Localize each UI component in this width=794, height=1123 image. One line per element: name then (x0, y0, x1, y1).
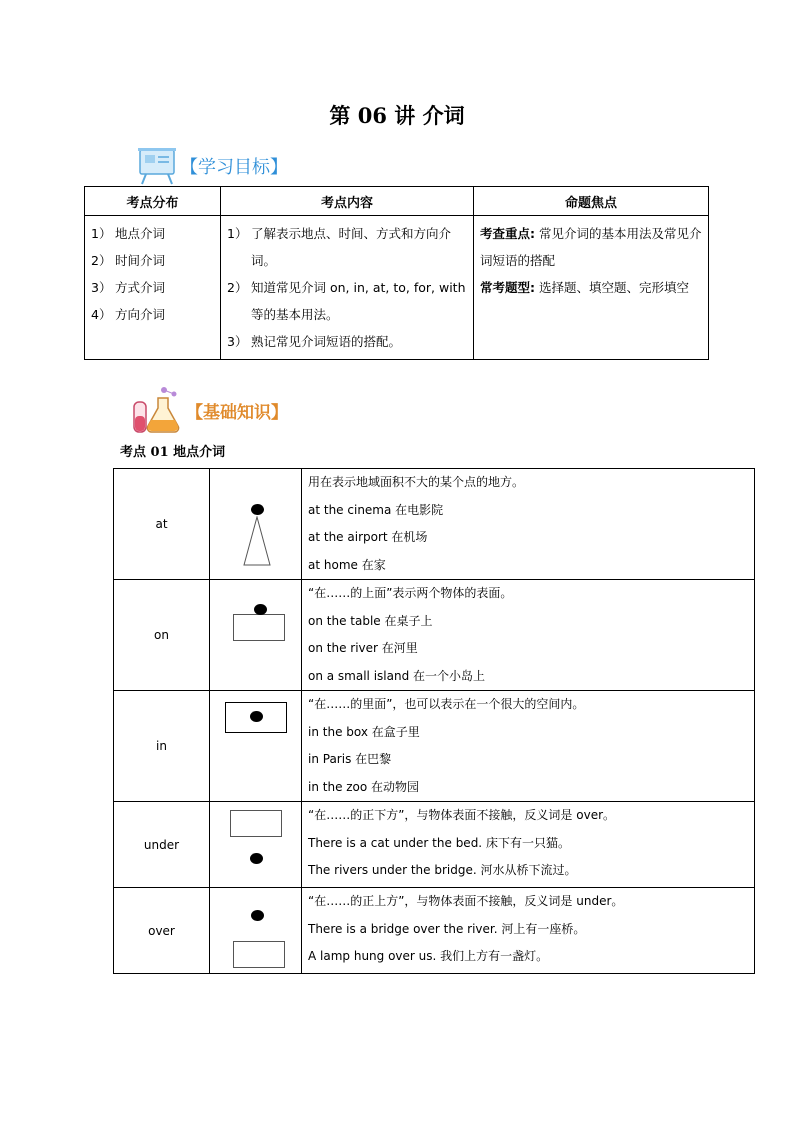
desc-at: 用在表示地域面积不大的某个点的地方。 at the cinema 在电影院 at the airport 在机场 at home 在家 (302, 469, 755, 580)
point-dot (251, 504, 264, 515)
question-types: 常考题型: 选择题、填空题、完形填空 (480, 280, 689, 295)
table-row (114, 888, 755, 974)
subheading-place-prepositions: 考点 01 地点介词 (120, 445, 226, 460)
header-content: 考点内容 (221, 187, 474, 216)
lab-flask-icon (128, 384, 186, 436)
whiteboard-icon (136, 146, 180, 186)
point-dot (254, 604, 267, 615)
table-row (114, 469, 755, 580)
diagram-over (210, 888, 302, 974)
point-dot (251, 910, 264, 921)
point-dot (250, 853, 263, 864)
page-title: 第 06 讲 介词 (329, 103, 465, 128)
table-row (114, 580, 755, 691)
key-point: 考查重点: 常见介词的基本用法及常见介词短语的搭配 (480, 226, 702, 268)
basic-knowledge-heading (128, 384, 288, 436)
object-rect (230, 810, 282, 837)
desc-on: “在……的上面”表示两个物体的表面。 on the table 在桌子上 on the river 在河里 on a small island 在一个小岛上 (302, 580, 755, 691)
list-item: 3） 方式介词 (91, 280, 166, 295)
header-distribution: 考点分布 (85, 187, 221, 216)
desc-under: “在……的正下方”，与物体表面不接触，反义词是 over。 There is a cat under the bed. 床下有一只猫。 The rivers under the bridge. 河水从桥下流过。 (302, 802, 755, 888)
header-focus: 命题焦点 (474, 187, 709, 216)
objectives-table (84, 186, 709, 360)
table-row (114, 802, 755, 888)
diagram-under (210, 802, 302, 888)
focus-cell (474, 216, 709, 360)
list-item: 1） 地点介词 (91, 226, 166, 241)
distribution-cell (85, 216, 221, 360)
word-at: at (114, 469, 210, 580)
word-under: under (114, 802, 210, 888)
list-item: 1） 了解表示地点、时间、方式和方向介词。 (227, 226, 452, 268)
word-on: on (114, 580, 210, 691)
list-item: 3） 熟记常见介词短语的搭配。 (227, 334, 402, 349)
diagram-in (210, 691, 302, 802)
learning-goals-label: 【学习目标】 (180, 157, 288, 178)
diagram-on (210, 580, 302, 691)
word-in: in (114, 691, 210, 802)
learning-goals-heading (136, 146, 288, 186)
list-item: 2） 时间介词 (91, 253, 166, 268)
point-dot (250, 711, 263, 722)
surface-rect (233, 614, 285, 641)
object-rect (233, 941, 285, 968)
table-row (114, 691, 755, 802)
prepositions-table (113, 468, 755, 974)
list-item: 2） 知道常见介词 on, in, at, to, for, with 等的基本用法。 (227, 280, 466, 322)
content-cell (221, 216, 474, 360)
desc-over: “在……的正上方”，与物体表面不接触，反义词是 under。 There is a bridge over the river. 河上有一座桥。 A lamp hung over us. 我们上方有一盏灯。 (302, 888, 755, 974)
word-over: over (114, 888, 210, 974)
basic-knowledge-label: 【基础知识】 (186, 402, 288, 423)
list-item: 4） 方向介词 (91, 307, 166, 322)
triangle-shape (243, 516, 271, 566)
desc-in: “在……的里面”，也可以表示在一个很大的空间内。 in the box 在盒子里 in Paris 在巴黎 in the zoo 在动物园 (302, 691, 755, 802)
diagram-at (210, 469, 302, 580)
